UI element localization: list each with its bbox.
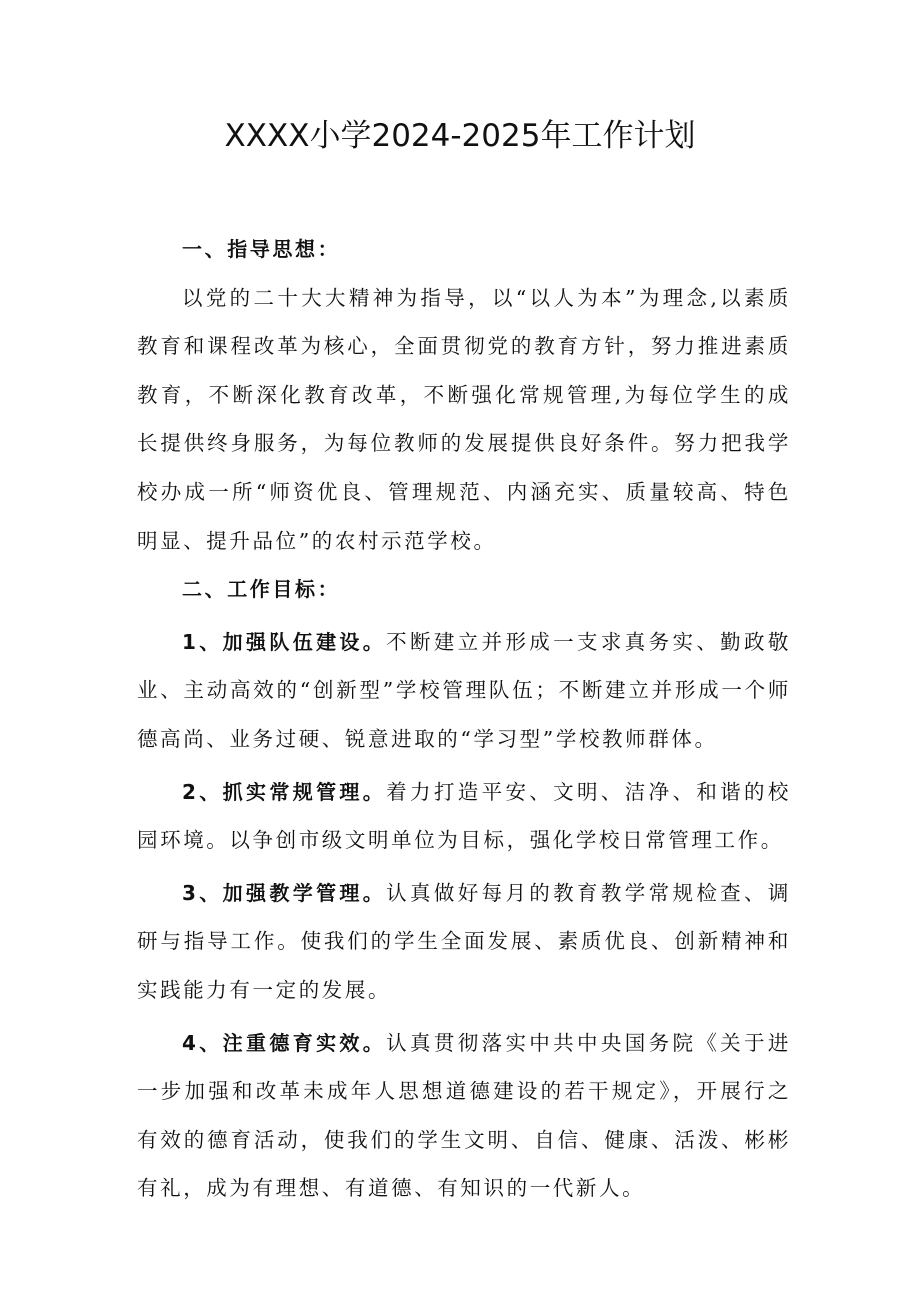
goal-item-text: 认真做好每月的教育教学常规检查、调研与指导工作。使我们的学生全面发展、素质优良、创新精神和实践能力有一定的发展。 xyxy=(137,880,791,1002)
goal-item-routine-management xyxy=(137,768,791,865)
goal-item-lead: 2、抓实常规管理。 xyxy=(182,779,387,804)
goal-item-text: 认真贯彻落实中共中央国务院《关于进一步加强和改革未成年人思想道德建设的若干规定》，开展行之有效的德育活动，使我们的学生文明、自信、健康、活泼、彬彬有礼，成为有理想、有道德、有知识的一代新人。 xyxy=(137,1030,791,1201)
goal-item-lead: 1、加强队伍建设。 xyxy=(182,629,387,654)
goal-item-moral-education xyxy=(137,1019,791,1213)
goal-item-team-building xyxy=(137,618,791,764)
document-body xyxy=(137,225,791,1213)
goal-item-teaching-management xyxy=(137,869,791,1015)
goal-item-lead: 4、注重德育实效。 xyxy=(182,1030,387,1055)
section-heading-guiding-ideology: 一、指导思想： xyxy=(182,237,341,261)
goal-item-text: 着力打造平安、文明、洁净、和谐的校园环境。以争创市级文明单位为目标，强化学校日常管理工作。 xyxy=(137,779,791,853)
document-title: XXXX小学2024-2025年工作计划 xyxy=(224,118,696,154)
guiding-ideology-paragraph: 以党的二十大大精神为指导，以“以人为本”为理念,以素质教育和课程改革为核心，全面贯彻党的教育方针，努力推进素质教育，不断深化教育改革，不断强化常规管理,为每位学生的成长提供终身服务，为每位教师的发展提供良好条件。努力把我学校办成一所“师资优良、管理规范、内涵充实、质量较高、特色明显、提升品位”的农村示范学校。 xyxy=(137,285,791,553)
goal-item-lead: 3、加强教学管理。 xyxy=(182,880,387,905)
section-heading-work-goals: 二、工作目标： xyxy=(182,577,341,602)
goal-item-text: 不断建立并形成一支求真务实、勤政敬业、主动高效的“创新型”学校管理队伍；不断建立并形成一个师德高尚、业务过硬、锐意进取的“学习型”学校教师群体。 xyxy=(137,629,791,751)
